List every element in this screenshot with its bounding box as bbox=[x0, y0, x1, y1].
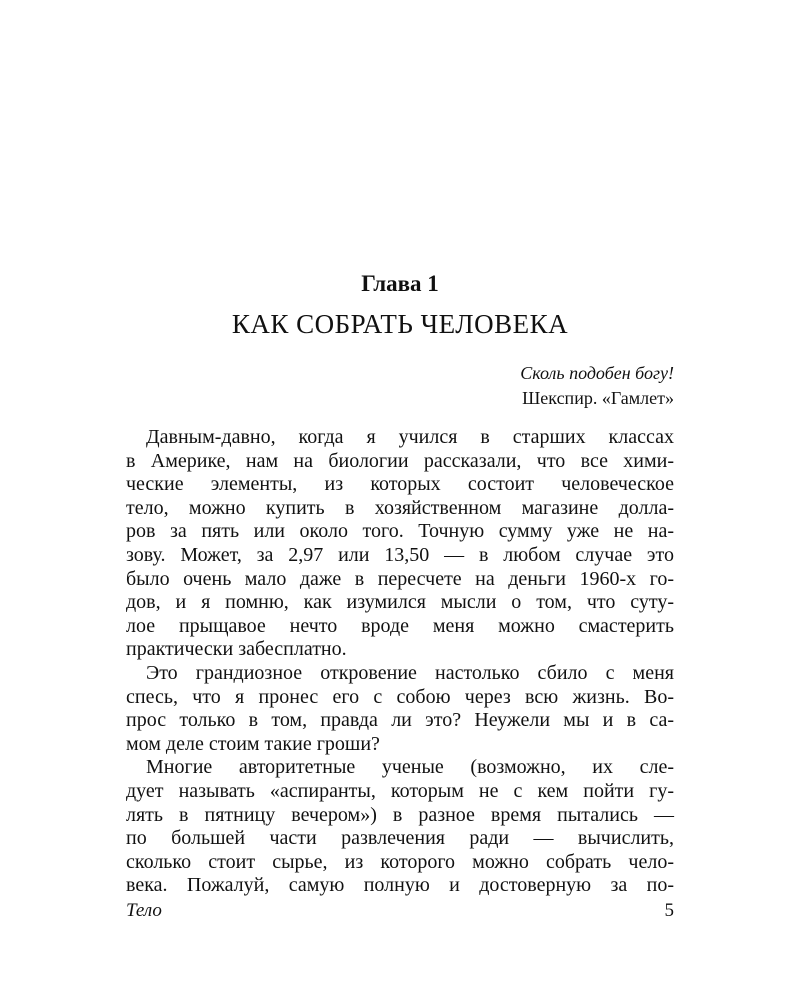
text-line: практически забесплатно. bbox=[126, 638, 347, 661]
text-line: дов, и я помню, как изумился мысли о том, что суту- bbox=[126, 591, 674, 614]
text-line: зову. Может, за 2,97 или 13,50 — в любом случае это bbox=[126, 543, 674, 566]
text-line: сколько стоит сырье, из которого можно собрать чело- bbox=[126, 850, 674, 873]
body-text bbox=[126, 426, 674, 898]
text-line: Многие авторитетные ученые (возможно, их сле- bbox=[146, 756, 674, 779]
text-line: спесь, что я пронес его с собою через всю жизнь. Во- bbox=[126, 685, 674, 708]
text-line: прос только в том, правда ли это? Неужели мы и в са- bbox=[126, 709, 674, 732]
text-line: в Америке, нам на биологии рассказали, что все хими- bbox=[126, 449, 674, 472]
text-line: дует называть «аспиранты, которым не с кем пойти гу- bbox=[126, 779, 674, 802]
epigraph-source: Шекспир. «Гамлет» bbox=[522, 388, 674, 408]
text-line: Давным-давно, когда я учился в старших классах bbox=[146, 426, 674, 448]
text-line: Это грандиозное откровение настолько сбило с меня bbox=[146, 661, 674, 684]
text-line: ческие элементы, из которых состоит человеческое bbox=[126, 473, 674, 496]
chapter-number: Глава 1 bbox=[361, 271, 439, 296]
text-line: лое прыщавое нечто вроде меня можно смастерить bbox=[126, 614, 674, 637]
text-line: по большей части развлечения ради — вычислить, bbox=[126, 827, 674, 850]
text-line: тело, можно купить в хозяйственном магазине долла- bbox=[126, 496, 674, 519]
page-number: 5 bbox=[664, 900, 674, 921]
text-line: ров за пять или около того. Точную сумму уже не на- bbox=[126, 520, 674, 543]
text-line: века. Пожалуй, самую полную и достоверную за по- bbox=[126, 874, 674, 897]
text-line: мом деле стоим такие гроши? bbox=[126, 732, 380, 755]
text-line: было очень мало даже в пересчете на деньги 1960-х го- bbox=[126, 567, 674, 590]
text-line: лять в пятницу вечером») в разное время пытались — bbox=[126, 803, 674, 826]
epigraph-quote: Сколь подобен богу! bbox=[520, 363, 674, 383]
running-footer-title: Тело bbox=[126, 900, 162, 921]
chapter-title: КАК СОБРАТЬ ЧЕЛОВЕКА bbox=[231, 309, 569, 339]
